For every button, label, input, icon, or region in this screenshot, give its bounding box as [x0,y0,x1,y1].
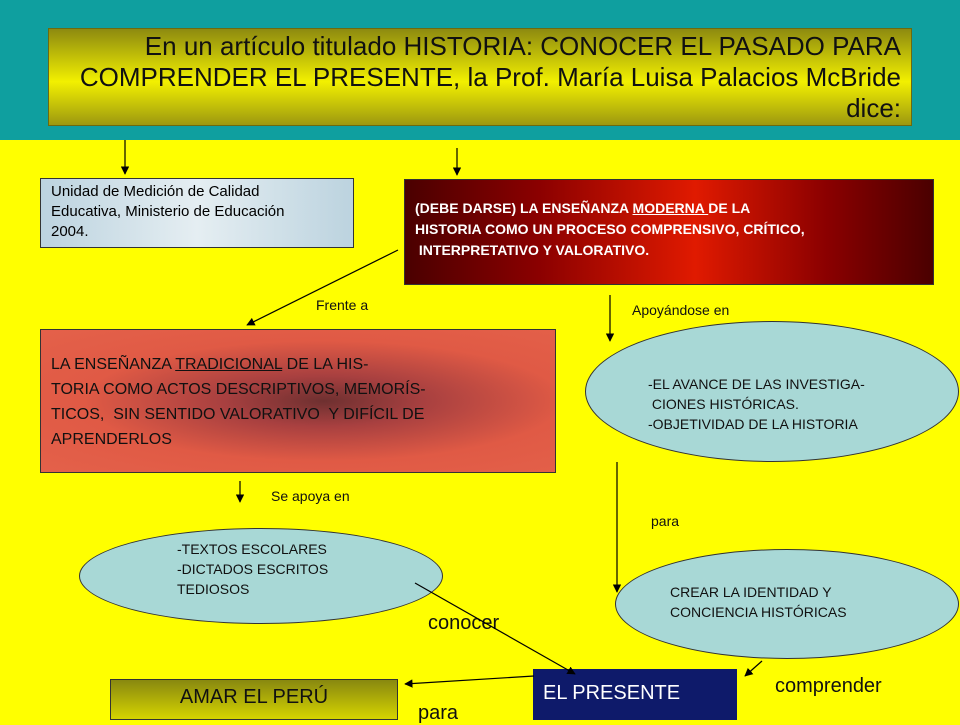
modern-pre: (DEBE DARSE) LA ENSEÑANZA [415,200,633,216]
traditional-line-3: TICOS, SIN SENTIDO VALORATIVO Y DIFÍCIL DE [51,406,425,423]
source-line-1: Unidad de Medición de Calidad [51,183,260,200]
label-para-2: para [418,702,459,724]
avance-line-2: CIONES HISTÓRICAS. [648,396,799,412]
label-se-apoya-en: Se apoya en [271,488,350,504]
crear-line-2: CONCIENCIA HISTÓRICAS [670,604,847,620]
title-line-3: dice: [846,93,901,123]
traditional-line-4: APRENDERLOS [51,431,172,448]
arrow-conocer [415,583,575,674]
title-line-1: En un artículo titulado HISTORIA: CONOCER EL PASADO PARA [144,31,901,61]
crear-line-1: CREAR LA IDENTIDAD Y [670,584,832,600]
traditional-underlined: TRADICIONAL [175,356,283,373]
textos-line-1: -TEXTOS ESCOLARES [177,541,327,557]
arrow-amar [405,676,534,684]
arrow-comprender [745,661,762,676]
source-line-3: 2004. [51,223,89,240]
source-line-2: Educativa, Ministerio de Educación [51,203,285,220]
traditional-post: DE LA HIS- [282,356,369,373]
label-comprender: comprender [775,675,882,697]
textos-line-2: -DICTADOS ESCRITOS [177,561,329,577]
avance-line-1: -EL AVANCE DE LAS INVESTIGA- [648,376,865,392]
arrow-frente-a [247,250,398,325]
label-conocer: conocer [428,612,500,634]
label-apoyandose-en: Apoyándose en [632,302,730,318]
modern-line-3: INTERPRETATIVO Y VALORATIVO. [415,242,650,258]
modern-line-2: HISTORIA COMO UN PROCESO COMPRENSIVO, CRÍTICO, [415,221,805,237]
traditional-pre: LA ENSEÑANZA [51,356,176,373]
label-frente-a: Frente a [316,297,369,313]
modern-underlined: MODERNA [632,200,709,216]
textos-line-3: TEDIOSOS [177,581,250,597]
label-para-1: para [651,513,680,529]
love-peru-box: AMAR EL PERÚ [110,679,398,720]
title-line-2: COMPRENDER EL PRESENTE, la Prof. María Luisa Palacios McBride [79,62,901,92]
avance-line-3: -OBJETIVIDAD DE LA HISTORIA [648,416,858,432]
modern-post: DE LA [708,200,751,216]
traditional-line-2: TORIA COMO ACTOS DESCRIPTIVOS, MEMORÍS- [51,381,426,398]
present-box: EL PRESENTE [533,669,737,720]
